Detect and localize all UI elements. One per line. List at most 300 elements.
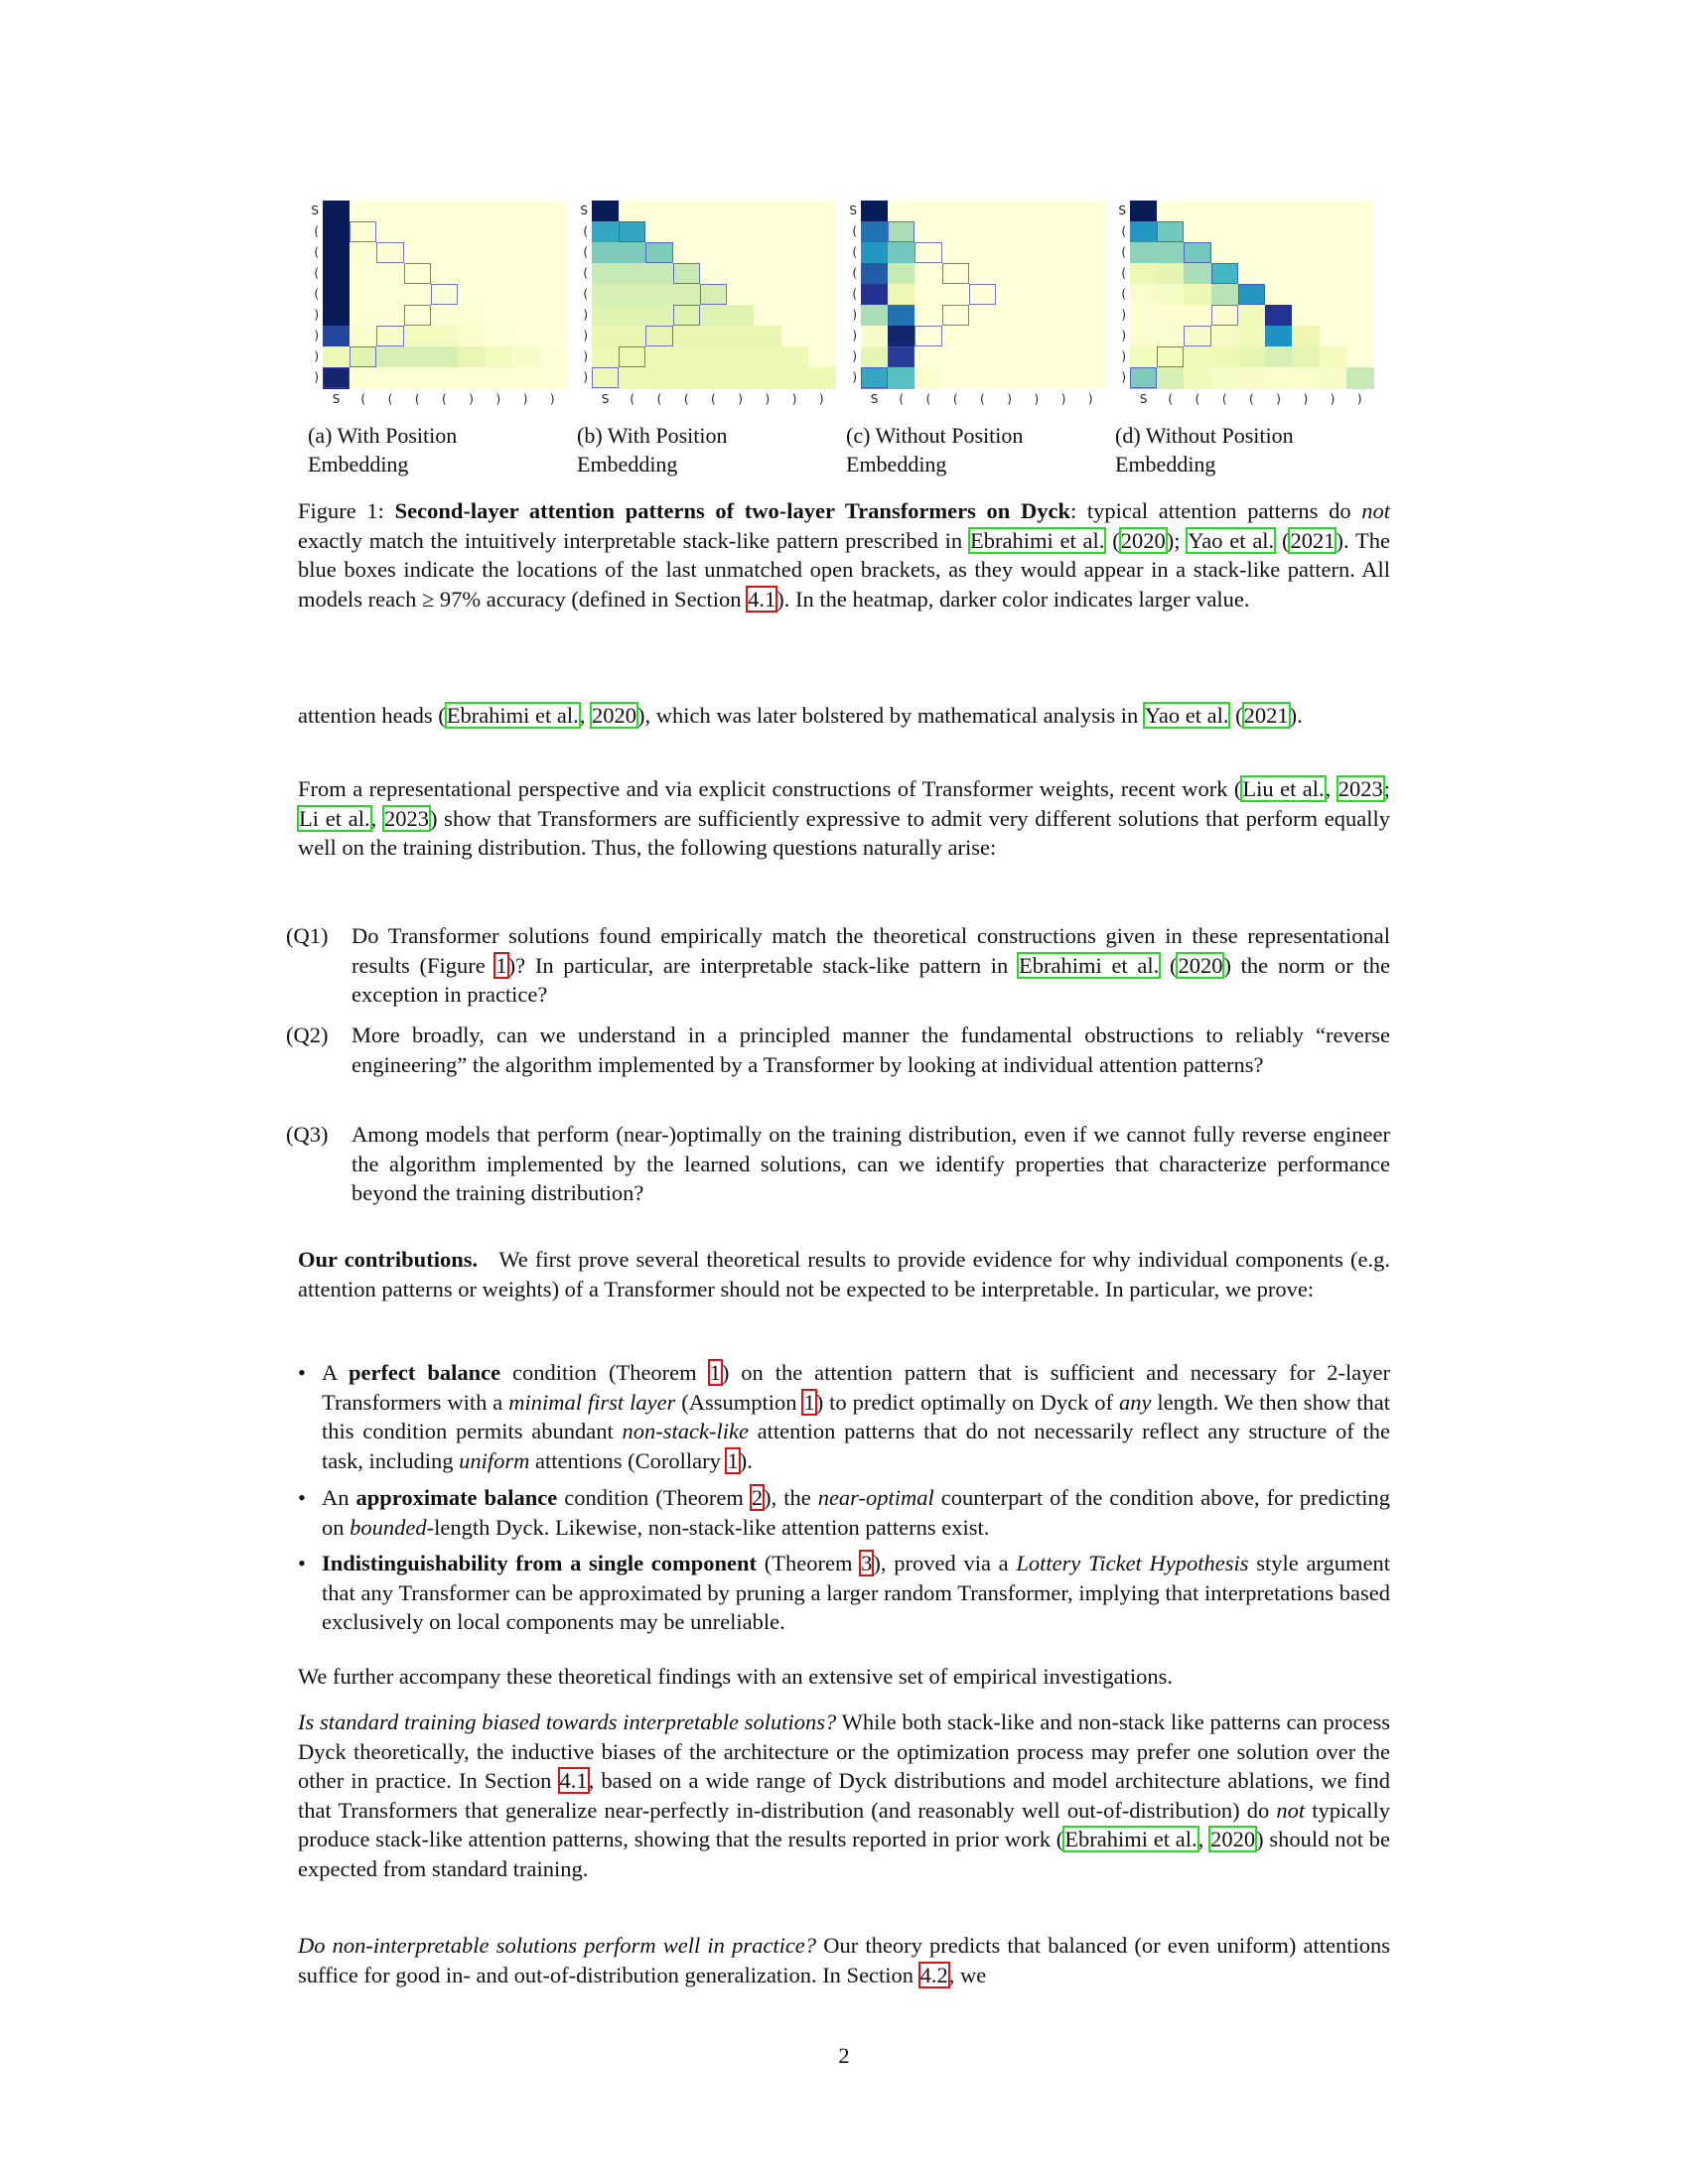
heatmap-cell (539, 242, 567, 264)
heatmap-cell (512, 284, 540, 306)
corollary-ref-link[interactable]: 1 (727, 1447, 739, 1473)
heatmap-cell (1346, 201, 1374, 222)
contributions-heading: Our contributions. (298, 1247, 479, 1272)
heatmap-cell (485, 221, 512, 243)
heatmap-cell (727, 263, 755, 285)
x-tick-label: ( (442, 392, 447, 406)
heatmap-cell (942, 367, 970, 389)
heatmap-cell (1320, 305, 1347, 327)
x-tick-label: ( (980, 392, 985, 406)
y-tick-label: S (311, 204, 319, 217)
heatmap-cell (376, 367, 404, 389)
heatmap-cell (996, 367, 1024, 389)
y-tick-label: ) (852, 370, 857, 384)
heatmap-cell (1130, 201, 1158, 222)
heatmap-cell (942, 305, 970, 327)
heatmap-cell (969, 263, 997, 285)
heatmap-cell (727, 305, 755, 327)
heatmap-cell (323, 346, 351, 368)
heatmap-cell (1184, 221, 1211, 243)
citation-link[interactable]: 2020 (592, 703, 637, 728)
heatmap-cell (645, 201, 673, 222)
citation-link[interactable]: Yao et al. (1144, 703, 1229, 728)
heatmap-cell (754, 305, 781, 327)
x-tick-label: ) (549, 392, 555, 406)
italic-term: Lottery Ticket Hypothesis (1016, 1551, 1249, 1575)
figure-ref-link[interactable]: 1 (495, 952, 507, 978)
y-tick-label: ( (583, 245, 588, 259)
heatmap-cell (619, 367, 646, 389)
italic-term: non-stack-like (622, 1419, 749, 1444)
y-tick-label: ( (314, 245, 319, 259)
y-tick-label: ( (852, 245, 857, 259)
heatmap-cell (808, 367, 836, 389)
heatmap-cell (323, 284, 351, 306)
heatmap-cell (592, 305, 620, 327)
heatmap-cell (861, 201, 889, 222)
text: condition (Theorem (557, 1485, 751, 1510)
caption-title: Second-layer attention patterns of two-layer Transformers on Dyck (394, 498, 1070, 523)
subcaption-line: Embedding (577, 452, 678, 477)
heatmap-cell (1320, 367, 1347, 389)
heatmap-cell (914, 242, 942, 264)
heatmap-cell (969, 326, 997, 347)
heatmap-cell (781, 346, 809, 368)
heatmap-cell (645, 284, 673, 306)
caption-text: ). The blue boxes indicate the locations of the last unmatched open brackets, as they would appear in a stack-like pattern. All models reach ≥ 97% accuracy (defined in Section (298, 527, 1390, 612)
heatmap-cell (808, 263, 836, 285)
citation-link[interactable]: 2021 (1243, 703, 1289, 728)
citation-link[interactable]: 2023 (1337, 776, 1383, 801)
text: (Assumption (675, 1389, 803, 1415)
heatmap-cell (888, 221, 915, 243)
heatmap-cell (512, 201, 540, 222)
heatmap-cell (1184, 305, 1211, 327)
heatmap-cell (727, 326, 755, 347)
heatmap-cell (969, 367, 997, 389)
heatmap-cell (645, 367, 673, 389)
heatmap-cell (376, 242, 404, 264)
heatmap-cell (512, 221, 540, 243)
x-tick-label: ) (1060, 392, 1066, 406)
italic-question: Is standard training biased towards interpretable solutions? (298, 1709, 837, 1734)
x-tick-label: ) (1087, 392, 1093, 406)
text: attentions (Corollary (529, 1447, 727, 1473)
y-tick-label: ) (583, 329, 588, 342)
heatmap-cell (727, 284, 755, 306)
heatmap-cell (485, 346, 512, 368)
subcaption-c (846, 421, 1104, 478)
heatmap-cell (1265, 326, 1293, 347)
heatmap-cell (781, 284, 809, 306)
heatmap-cell (969, 221, 997, 243)
heatmap-cell (1238, 263, 1266, 285)
x-tick-label: ) (818, 392, 824, 406)
heatmap-cell (1077, 263, 1105, 285)
heatmap-cell (1130, 263, 1158, 285)
citation-link[interactable]: Ebrahimi et al. (1064, 1827, 1197, 1852)
bullet-icon: • (298, 1551, 306, 1575)
x-tick-label: S (601, 392, 610, 406)
heatmap-cell (404, 367, 432, 389)
heatmap-cell (539, 221, 567, 243)
heatmap-cell (645, 305, 673, 327)
bullet-icon: • (298, 1360, 306, 1385)
heatmap-cell (1130, 346, 1158, 368)
paragraph-representational (298, 774, 1390, 863)
x-tick-label: ( (387, 392, 393, 406)
heatmap-cell (323, 367, 351, 389)
assumption-ref-link[interactable]: 1 (803, 1389, 815, 1415)
heatmap-cell (1157, 201, 1185, 222)
y-tick-label: ( (1121, 245, 1126, 259)
heatmap-cell (996, 201, 1024, 222)
heatmap-cell (485, 367, 512, 389)
heatmap-cell (1184, 201, 1211, 222)
question-text: Among models that perform (near-)optimally on the training distribution, even if we cannot fully reverse engineer the algorithm implemented by the learned solutions, can we identify properties that characterize performance beyond the training distribution? (352, 1122, 1390, 1206)
question-label: (Q3) (286, 1122, 329, 1147)
heatmap-cell (781, 367, 809, 389)
text: Our theory predicts that balanced (or even uniform) attentions suffice for good in- and out-of-distribution generalization. In Section (298, 1933, 1390, 1987)
citation-link[interactable]: Liu et al. (1242, 776, 1325, 801)
heatmap-cell (942, 263, 970, 285)
citation-link[interactable]: 2023 (383, 805, 429, 831)
citation-link[interactable]: Ebrahimi et al. (446, 703, 579, 728)
paragraph-non-interpretable (298, 1931, 1390, 1989)
heatmap-cell (404, 346, 432, 368)
text: ), proved via a (873, 1551, 1017, 1575)
heatmap-cell (673, 221, 701, 243)
heatmap-cell (1211, 326, 1239, 347)
heatmap-cell (376, 305, 404, 327)
italic-question: Do non-interpretable solutions perform well in practice? (298, 1933, 817, 1958)
heatmap-cell (781, 201, 809, 222)
heatmap-cell (619, 263, 646, 285)
heatmap-b (580, 201, 835, 406)
text: ). (1289, 703, 1303, 728)
heatmap-cell (1051, 305, 1078, 327)
heatmap-cell (1292, 305, 1320, 327)
text: style argument that any Transformer can be approximated by pruning a larger random Transformer, implying that interpretations based exclusively on local components may be unreliable. (322, 1551, 1391, 1635)
heatmap-cell (1051, 284, 1078, 306)
text: )? In particular, are interpretable stack-like pattern in (507, 952, 1019, 978)
heatmap-cell (914, 367, 942, 389)
heatmap-cell (458, 221, 486, 243)
heatmap-cell (1292, 263, 1320, 285)
heatmap-d (1118, 201, 1373, 406)
x-tick-label: ( (630, 392, 635, 406)
heatmap-cell (485, 305, 512, 327)
text: counterpart of the condition above, for predicting on (322, 1485, 1390, 1540)
heatmap-cell (1051, 263, 1078, 285)
paragraph-contributions (298, 1245, 1390, 1303)
heatmap-cell (376, 201, 404, 222)
heatmap-cell (700, 305, 728, 327)
heatmap-cell (673, 242, 701, 264)
subcaption-d (1115, 421, 1373, 478)
heatmap-cell (1265, 284, 1293, 306)
heatmap-cell (754, 201, 781, 222)
heatmap-cell (861, 367, 889, 389)
heatmap-cell (1238, 326, 1266, 347)
x-tick-label: ( (952, 392, 958, 406)
heatmap-cell (458, 284, 486, 306)
x-tick-label: ( (1249, 392, 1254, 406)
paragraph-standard-training (298, 1707, 1390, 1884)
heatmap-cell (1077, 201, 1105, 222)
heatmap-cell (942, 201, 970, 222)
heatmap-cell (914, 346, 942, 368)
text: ) to predict optimally on Dyck of (815, 1389, 1119, 1415)
heatmap-cell (1184, 367, 1211, 389)
question-q1 (286, 921, 1390, 1010)
x-tick-label: ) (791, 392, 797, 406)
citation-link[interactable]: 2020 (1120, 527, 1166, 553)
heatmap-cell (1292, 346, 1320, 368)
section-ref-link[interactable]: 4.1 (748, 586, 776, 612)
heatmap-cell (539, 201, 567, 222)
citation-link[interactable]: 2020 (1178, 952, 1223, 978)
heatmap-cell (350, 305, 377, 327)
citation-link[interactable]: 2020 (1210, 1827, 1256, 1852)
heatmap-cell (1157, 242, 1185, 264)
heatmap-cell (1023, 221, 1051, 243)
heatmap-cell (673, 346, 701, 368)
heatmap-cell (485, 201, 512, 222)
heatmap-cell (645, 242, 673, 264)
y-tick-label: ( (583, 287, 588, 301)
heatmap-cell (323, 263, 351, 285)
text: From a representational perspective and via explicit constructions of Transformer weights, recent work ( (298, 776, 1242, 801)
heatmap-cell (1292, 221, 1320, 243)
heatmap-cell (619, 326, 646, 347)
y-tick-label: ( (852, 287, 857, 301)
heatmap-cell (996, 242, 1024, 264)
heatmap-cell (1211, 221, 1239, 243)
heatmap-cell (592, 346, 620, 368)
heatmap-cell (1023, 367, 1051, 389)
heatmap-cell (781, 326, 809, 347)
heatmap-cell (888, 242, 915, 264)
text: ; (1383, 776, 1390, 801)
citation-link[interactable]: Li et al. (299, 805, 370, 831)
heatmap-cell (1077, 326, 1105, 347)
heatmap-cell (1211, 242, 1239, 264)
bullet-approximate-balance (298, 1483, 1390, 1542)
heatmap-cell (592, 284, 620, 306)
x-tick-label: ( (683, 392, 689, 406)
heatmap-cell (1292, 326, 1320, 347)
heatmap-cell (888, 201, 915, 222)
heatmap-cell (404, 242, 432, 264)
heatmap-cell (942, 346, 970, 368)
subcaption-line: (b) With Position (577, 423, 728, 448)
heatmap-cell (592, 242, 620, 264)
x-tick-label: ) (738, 392, 743, 406)
heatmap-cell (539, 284, 567, 306)
question-text (352, 921, 1390, 1010)
heatmap-cell (323, 242, 351, 264)
x-tick-label: ( (1221, 392, 1227, 406)
y-tick-label: ) (583, 349, 588, 363)
italic-term: minimal first layer (508, 1389, 676, 1415)
heatmap-cell (458, 326, 486, 347)
heatmap-cell (1130, 221, 1158, 243)
y-tick-label: ( (583, 224, 588, 238)
heatmap-cell (1077, 221, 1105, 243)
heatmap-c (849, 201, 1104, 406)
citation-link[interactable]: Ebrahimi et al. (1019, 952, 1160, 978)
heatmap-cell (458, 367, 486, 389)
heatmap-cell (1023, 242, 1051, 264)
heatmap-cell (1320, 284, 1347, 306)
heatmap-cell (700, 242, 728, 264)
heatmap-cell (727, 221, 755, 243)
figure-caption (298, 496, 1390, 614)
heatmap-cell (1346, 263, 1374, 285)
y-tick-label: ( (314, 287, 319, 301)
heatmap-cell (645, 346, 673, 368)
heatmap-cell (942, 326, 970, 347)
section-ref-link[interactable]: 4.2 (919, 1962, 948, 1987)
heatmap-cell (1292, 367, 1320, 389)
theorem-ref-link[interactable]: 2 (751, 1485, 764, 1510)
heatmap-cell (1265, 305, 1293, 327)
heatmap-cell (1320, 242, 1347, 264)
heatmap-cell (888, 305, 915, 327)
heatmap-cell (512, 242, 540, 264)
y-tick-label: ) (852, 329, 857, 342)
text: ), the (764, 1485, 818, 1510)
heatmap-cell (942, 284, 970, 306)
subcaption-line: (c) Without Position (846, 423, 1024, 448)
y-tick-label: S (849, 204, 857, 217)
question-text: More broadly, can we understand in a principled manner the fundamental obstructions to reliably “reverse engineering” the algorithm implemented by a Transformer by looking at individual attention patterns? (352, 1023, 1390, 1077)
heatmap-cell (1238, 305, 1266, 327)
y-tick-label: ( (583, 266, 588, 280)
heatmap-cell (996, 284, 1024, 306)
x-tick-label: ) (1276, 392, 1281, 406)
heatmap-cell (700, 346, 728, 368)
text: ), which was later bolstered by mathematical analysis in (637, 703, 1144, 728)
heatmap-cell (888, 284, 915, 306)
heatmap-cell (619, 201, 646, 222)
heatmap-cell (376, 326, 404, 347)
heatmap-cell (350, 284, 377, 306)
y-tick-label: ) (852, 308, 857, 322)
heatmap-cell (1023, 305, 1051, 327)
heatmap-cell (1023, 326, 1051, 347)
heatmap-cell (1157, 346, 1185, 368)
heatmap-cell (431, 367, 459, 389)
heatmap-cell (727, 367, 755, 389)
heatmap-cell (996, 221, 1024, 243)
heatmap-cell (1238, 201, 1266, 222)
theorem-ref-link[interactable]: 1 (709, 1360, 721, 1385)
x-tick-label: ( (925, 392, 931, 406)
heatmap-cell (1130, 326, 1158, 347)
heatmap-cell (431, 346, 459, 368)
heatmap-cell (1265, 242, 1293, 264)
heatmap-cell (458, 305, 486, 327)
heatmap-cell (485, 242, 512, 264)
heatmap-cell (969, 305, 997, 327)
x-tick-label: S (332, 392, 341, 406)
italic-term: not (1276, 1797, 1306, 1823)
heatmap-cell (539, 326, 567, 347)
heatmap-cell (1051, 367, 1078, 389)
heatmap-cell (485, 263, 512, 285)
heatmap-cell (942, 242, 970, 264)
italic-term: bounded (350, 1514, 427, 1540)
heatmap-cell (700, 326, 728, 347)
heatmap-cell (1077, 284, 1105, 306)
heatmap-cell (914, 305, 942, 327)
section-ref-link[interactable]: 4.1 (559, 1768, 588, 1794)
y-tick-label: ) (1121, 370, 1126, 384)
heatmap-cell (350, 201, 377, 222)
bold-term: perfect balance (348, 1360, 501, 1385)
y-tick-label: ( (1121, 224, 1126, 238)
citation-link[interactable]: Yao et al. (1188, 527, 1275, 553)
text: ( (1160, 952, 1178, 978)
heatmap-cell (1157, 367, 1185, 389)
bold-term: approximate balance (355, 1485, 558, 1510)
question-label: (Q2) (286, 1023, 329, 1047)
x-tick-label: ( (414, 392, 420, 406)
heatmap-cell (1238, 346, 1266, 368)
bold-term: Indistinguishability from a single component (322, 1551, 758, 1575)
page-number: 2 (838, 2043, 850, 2068)
citation-link[interactable]: 2021 (1290, 527, 1336, 553)
text: ( (1229, 703, 1243, 728)
x-tick-label: ( (656, 392, 662, 406)
heatmap-cell (1157, 284, 1185, 306)
heatmap-cell (727, 201, 755, 222)
bullet-icon: • (298, 1485, 306, 1510)
heatmap-cell (404, 201, 432, 222)
heatmap-cell (458, 242, 486, 264)
heatmap-cell (1184, 284, 1211, 306)
bullet-text (322, 1483, 1390, 1542)
heatmap-cell (700, 201, 728, 222)
heatmap-cell (350, 242, 377, 264)
theorem-ref-link[interactable]: 3 (861, 1551, 873, 1575)
heatmap-cell (808, 326, 836, 347)
caption-text: ). In the heatmap, darker color indicates larger value. (776, 586, 1250, 612)
heatmap-cell (645, 326, 673, 347)
question-q3 (286, 1120, 1390, 1208)
heatmap-cell (1211, 305, 1239, 327)
heatmap-cell (914, 201, 942, 222)
text: , (370, 805, 383, 831)
heatmap-cell (888, 346, 915, 368)
text: length. We then show that this condition permits abundant (322, 1389, 1390, 1444)
y-tick-label: ) (314, 308, 319, 322)
bullet-text (322, 1358, 1390, 1475)
text: While both stack-like and non-stack like patterns can process Dyck theoretically, the inductive biases of the architecture or the optimization process may prefer one solution over the other in practice. In Section (298, 1709, 1390, 1794)
heatmap-cell (1051, 221, 1078, 243)
x-tick-label: ) (1034, 392, 1040, 406)
heatmap-cell (592, 221, 620, 243)
heatmap-cell (754, 326, 781, 347)
heatmap-cell (888, 263, 915, 285)
heatmap-cell (969, 201, 997, 222)
subcaption-line: (d) Without Position (1115, 423, 1294, 448)
heatmap-cell (619, 284, 646, 306)
text: attention patterns that do not necessarily reflect any structure of the task, including (322, 1419, 1390, 1473)
citation-link[interactable]: Ebrahimi et al. (969, 527, 1105, 553)
